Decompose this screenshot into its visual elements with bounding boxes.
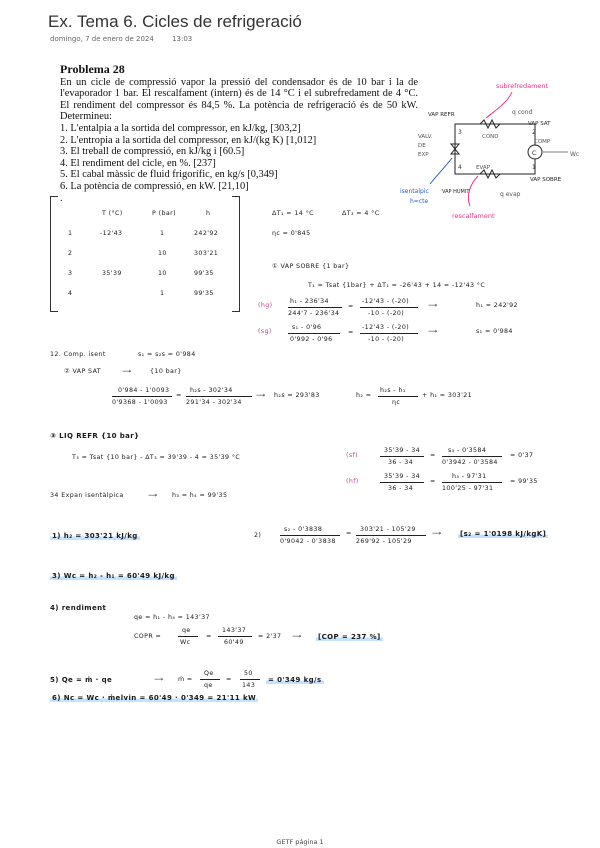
answer-5-d1: qe — [204, 682, 213, 689]
answer-3 — [50, 572, 177, 580]
answer-4-cop-den2: 60'49 — [224, 639, 244, 646]
equals-sign: = — [348, 329, 354, 336]
answer-2-label: 2) — [254, 532, 262, 539]
answer-5-n2: 50 — [244, 670, 253, 677]
question-item: 5. El cabal màssic de fluid frigorífic, en kg/s [0,349] — [60, 169, 278, 181]
state3-hf-lnum: 35'39 - 34 — [384, 473, 421, 480]
state1-eq1-num: -12'43 - (-20) — [362, 298, 410, 305]
state1-sg-den: 0'992 - 0'96 — [290, 336, 333, 343]
refrigeration-cycle-diagram — [400, 72, 595, 232]
fraction-bar — [240, 679, 260, 680]
arrow-glyph: ⟶ — [428, 302, 438, 309]
answer-6-text: 6) Nc = Wc · ṁelvin = 60'49 · 0'349 = 21'11 kW — [52, 694, 257, 702]
equals-sign: = — [346, 530, 352, 537]
fraction-bar — [356, 535, 426, 536]
question-item: 3. El treball de compressió, en kJ/kg i [60.5] — [60, 146, 245, 158]
label-rescalfament: rescalfament — [452, 212, 495, 220]
answer-4: 4) rendiment — [50, 604, 107, 612]
question-item: 2. L'entropia a la sortida del compressor, en kJ/(kg K) [1,012] — [60, 134, 317, 146]
answer-2-rden: 269'92 - 105'29 — [356, 538, 412, 545]
answer-4-cop-lhs: COPR = — [134, 633, 162, 640]
question-item: 4. El rendiment del cicle, en %. [237] — [60, 157, 216, 169]
given-eta: ηc = 0'845 — [272, 230, 311, 237]
state2-h2-num: h₂s - h₁ — [380, 387, 406, 394]
label-node-2: 2 — [532, 129, 536, 136]
answer-2-den: 0'9042 - 0'3838 — [280, 538, 336, 545]
state3-hf-rnum: h₃ - 97'31 — [452, 473, 487, 480]
page-footer: GETF página 1 — [276, 838, 324, 846]
state3-label: ③ LIQ REFR {10 bar} — [50, 432, 140, 440]
arrow-glyph: ⟶ — [256, 392, 266, 399]
fraction-bar — [378, 396, 418, 397]
arrow-glyph: ⟶ — [428, 328, 438, 335]
fraction-bar — [186, 396, 252, 397]
fraction-bar — [288, 333, 340, 334]
table-cell-h: 303'21 — [194, 250, 219, 257]
answer-2-num: s₂ - 0'3838 — [284, 526, 323, 533]
state3-hf-tag: (hf) — [346, 478, 359, 485]
state1-hg-num: h₁ - 236'34 — [290, 298, 329, 305]
state2-f2-den: 291'34 - 302'34 — [186, 399, 242, 406]
problem-statement — [60, 64, 418, 204]
answer-6 — [50, 694, 258, 702]
fraction-bar — [442, 456, 502, 457]
answer-5-m: ṁ = — [178, 676, 193, 683]
page-time: 13:03 — [172, 35, 193, 43]
state3-hf-result: = 99'35 — [510, 478, 538, 485]
label-subrefredament: subrefredament — [496, 82, 549, 90]
fraction-bar — [442, 482, 502, 483]
label-cond: COND — [482, 134, 499, 140]
equals-sign: = — [176, 392, 182, 399]
process-34-eq: h₃ = h₄ = 99'35 — [172, 492, 228, 499]
fraction-bar — [360, 307, 418, 308]
answer-4 — [316, 633, 383, 641]
label-evap: EVAP — [476, 165, 490, 171]
answer-2 — [458, 530, 548, 538]
equals-sign: = — [348, 303, 354, 310]
state1-s1: s₁ = 0'984 — [476, 328, 513, 335]
state1-t1: T₁ = Tsat {1bar} + ΔT₁ = -26'43 + 14 = -12'43 °C — [308, 282, 486, 289]
question-list — [60, 123, 418, 193]
process-34-label: 34 Expan isentàlpica — [50, 492, 124, 499]
question-item: 1. L'entalpia a la sortida del compressor, en kJ/kg, [303,2] — [60, 122, 301, 134]
label-c: C — [532, 150, 537, 157]
state1-sg-tag: (sg) — [258, 328, 272, 335]
label-q-cond: q cond — [512, 109, 533, 116]
label-vap-refr: VAP REFR — [428, 112, 455, 118]
state1-eq2-num: -12'43 - (-20) — [362, 324, 410, 331]
state1-h1: h₁ = 242'92 — [476, 302, 518, 309]
state3-sf-lden: 36 - 34 — [388, 459, 414, 466]
subrefredament-arrow — [486, 92, 512, 118]
state1-eq1-den: -10 - (-20) — [368, 310, 405, 317]
label-de: DE — [418, 143, 426, 149]
label-comp: COMP — [534, 139, 551, 145]
state2-h2s: h₂s = 293'83 — [274, 392, 320, 399]
answer-5-d2: 143 — [242, 682, 256, 689]
answer-1-text: 1) h₂ = 303'21 kJ/kg — [52, 532, 138, 540]
equals-sign: = — [206, 633, 212, 640]
state3-sf-rden: 0'3942 - 0'3584 — [442, 459, 498, 466]
cycle-loop — [455, 124, 535, 174]
arrow-glyph: ⟶ — [148, 492, 158, 499]
table-row-state: 1 — [68, 230, 73, 237]
state1-sg-num: s₁ - 0'96 — [292, 324, 322, 331]
table-cell-t: 35'39 — [102, 270, 122, 277]
fraction-bar — [360, 333, 418, 334]
stray-dot: . — [60, 192, 63, 204]
answer-4-cop-num: qe — [182, 627, 191, 634]
arrow-glyph: ⟶ — [292, 633, 302, 640]
state2-h2-lhs: h₂ = — [356, 392, 372, 399]
label-node-4: 4 — [458, 164, 462, 171]
state2-h2-rhs: + h₁ = 303'21 — [422, 392, 473, 399]
table-cell-p: 1 — [160, 290, 165, 297]
label-vap-sobre: VAP SOBRE — [530, 177, 562, 183]
state1-hg-tag: (hg) — [258, 302, 273, 309]
rescalfament-arrow — [468, 176, 478, 206]
table-cell-h: 99'35 — [194, 270, 214, 277]
state3-sf-lnum: 35'39 - 34 — [384, 447, 421, 454]
answer-5-n1: Qe — [204, 670, 214, 677]
process-12-eq: s₁ = s₂s = 0'984 — [138, 351, 196, 358]
label-valv: VALV. — [418, 134, 433, 140]
fraction-bar — [280, 535, 340, 536]
state3-sf-tag: (sf) — [346, 452, 359, 459]
table-row-state: 2 — [68, 250, 73, 257]
answer-3-text: 3) Wc = h₂ - h₁ = 60'49 kJ/kg — [52, 572, 175, 580]
state3-sf-rnum: s₃ - 0'3584 — [448, 447, 487, 454]
process-12-label: 12. Comp. isent — [50, 351, 106, 358]
label-wc: Wc — [570, 151, 580, 158]
given-dt1: ΔT₁ = 14 °C — [272, 210, 314, 217]
answer-2-rnum: 303'21 - 105'29 — [360, 526, 416, 533]
label-node-3: 3 — [458, 129, 462, 136]
table-cell-h: 242'92 — [194, 230, 219, 237]
state2-label: ② VAP SAT — [64, 368, 102, 375]
fraction-bar — [380, 482, 424, 483]
page-meta — [50, 35, 208, 43]
table-bracket-right — [232, 196, 240, 312]
answer-2-result: [s₂ = 1'0198 kJ/kgK] — [460, 530, 547, 538]
table-row-state: 4 — [68, 290, 73, 297]
label-h-cte: h=cte — [410, 198, 429, 205]
table-cell-p: 10 — [158, 270, 167, 277]
equals-sign: = — [430, 478, 436, 485]
state2-f2-num: h₂s - 302'34 — [190, 387, 233, 394]
answer-5-result: = 0'349 kg/s — [268, 676, 322, 684]
answer-4-cop-den: Wc — [180, 639, 191, 646]
arrow-glyph: ⟶ — [432, 530, 442, 537]
fraction-bar — [112, 396, 172, 397]
table-cell-h: 99'35 — [194, 290, 214, 297]
state2-bar: {10 bar} — [150, 368, 182, 375]
answer-5-lhs: 5) Qe = ṁ · qe — [50, 676, 113, 684]
label-q-evap: q evap — [500, 191, 521, 198]
table-bracket-left — [50, 196, 58, 312]
table-header-t: T (°C) — [102, 210, 123, 217]
state2-f1-den: 0'9368 - 1'0093 — [112, 399, 168, 406]
state1-label: ① VAP SOBRE {1 bar} — [272, 263, 350, 270]
label-isentalpic: isentalpic — [400, 188, 429, 195]
state1-hg-den: 244'7 - 236'34 — [288, 310, 340, 317]
answer-5 — [266, 676, 324, 684]
page-date: domingo, 7 de enero de 2024 — [50, 35, 154, 43]
problem-title: Problema 28 — [60, 62, 125, 76]
label-exp: EXP — [418, 152, 429, 158]
table-header-h: h — [206, 210, 211, 217]
question-item: 6. La potència de compressió, en kW. [21,10] — [60, 180, 249, 192]
arrow-glyph: ⟶ — [154, 676, 164, 683]
given-dt3: ΔT₃ = 4 °C — [342, 210, 380, 217]
state3-hf-rden: 100'25 - 97'31 — [442, 485, 494, 492]
state2-f1-num: 0'984 - 1'0093 — [118, 387, 170, 394]
equals-sign: = — [430, 452, 436, 459]
table-cell-t: -12'43 — [100, 230, 123, 237]
page-title: Ex. Tema 6. Cicles de refrigeració — [48, 12, 302, 31]
label-node-1: 1 — [532, 164, 536, 171]
table-header-p: P (bar) — [152, 210, 176, 217]
label-vap-sat: VAP SAT — [528, 121, 551, 127]
table-cell-p: 10 — [158, 250, 167, 257]
table-row-state: 3 — [68, 270, 73, 277]
answer-4-cop-num2: 143'37 — [222, 627, 247, 634]
fraction-bar — [218, 636, 252, 637]
fraction-bar — [288, 307, 342, 308]
arrow-glyph: ⟶ — [122, 368, 132, 375]
fraction-bar — [380, 456, 424, 457]
state3-sf-result: = 0'37 — [510, 452, 534, 459]
fraction-bar — [200, 679, 220, 680]
isentalpic-arrow — [430, 158, 452, 184]
answer-4-qe: qe = h₁ - h₄ = 143'37 — [134, 614, 210, 621]
state3-t3: T₃ = Tsat {10 bar} - ΔT₃ = 39'39 - 4 = 35'39 °C — [72, 454, 241, 461]
answer-4-cop-pct: [COP = 237 %] — [318, 633, 381, 641]
fraction-bar — [178, 636, 198, 637]
label-vap-humit: VAP HUMIT — [442, 189, 470, 195]
table-cell-p: 1 — [160, 230, 165, 237]
problem-text: En un cicle de compressió vapor la pressió del condensador és de 10 bar i la de l'evaporador 1 bar. El rescalfament (intern) és de 14 °C i el subrefredament de 4 °C. El rendiment del compressor és 84,5 %. La potència de refrigeració és de 50 kW. Determineu: — [60, 76, 418, 123]
state2-h2-den: ηc — [392, 399, 401, 406]
equals-sign: = — [226, 676, 232, 683]
state3-hf-lden: 36 - 34 — [388, 485, 414, 492]
answer-4-cop-result: = 2'37 — [258, 633, 282, 640]
answer-1 — [50, 532, 140, 540]
state1-eq2-den: -10 - (-20) — [368, 336, 405, 343]
